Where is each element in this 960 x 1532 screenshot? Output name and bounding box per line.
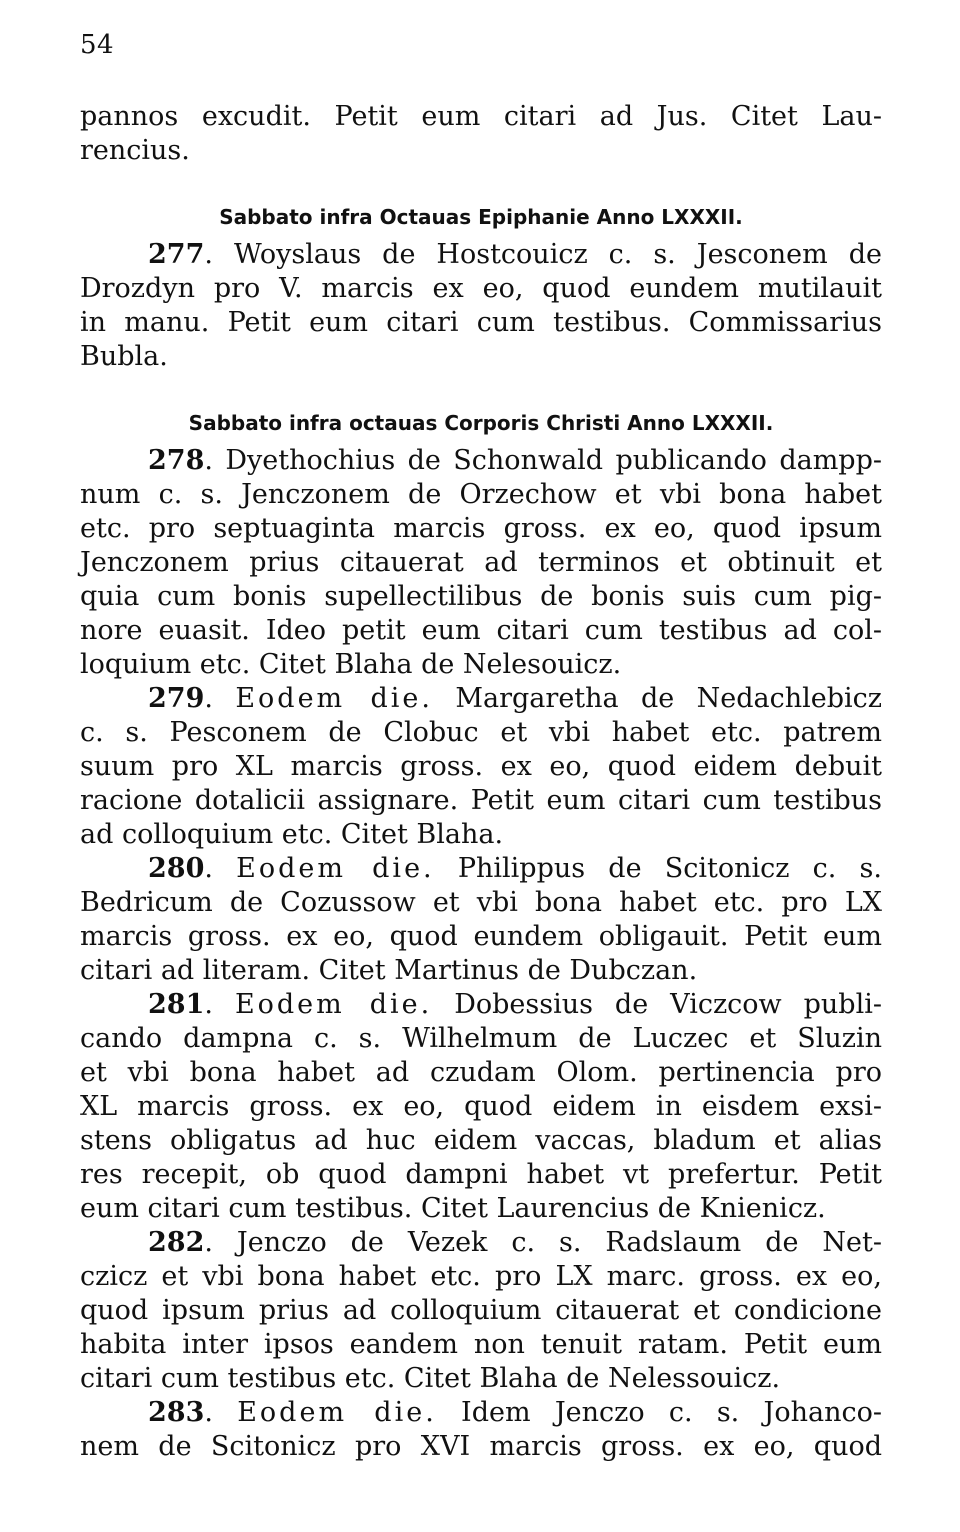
text-line: eum citari cum testibus. Citet Laurencius de Knienicz. <box>80 1193 826 1224</box>
entry-number: 277 <box>148 239 205 270</box>
text-line: citari ad literam. Citet Martinus de Dubczan. <box>80 955 698 986</box>
text-line: Bedricum de Cozussow et vbi bona habet etc. pro LX <box>80 887 882 918</box>
entry-first-line: 283. Eodem die. Idem Jenczo c. s. Johanco- <box>148 1397 882 1428</box>
page-number: 54 <box>80 30 115 60</box>
entry-first-line: 280. Eodem die. Philippus de Scitonicz c. s. <box>148 853 882 884</box>
text-line: czicz et vbi bona habet etc. pro LX marc. gross. ex eo, <box>80 1261 882 1292</box>
text-line: quia cum bonis supellectilibus de bonis suis cum pig- <box>80 581 882 612</box>
text-line: XL marcis gross. ex eo, quod eidem in eisdem exsi- <box>80 1091 882 1122</box>
text-line: etc. pro septuaginta marcis gross. ex eo, quod ipsum <box>80 513 882 544</box>
text-line: stens obligatus ad huc eidem vaccas, bladum et alias <box>80 1125 882 1156</box>
eodem-die: Eodem die. <box>236 853 435 884</box>
entry-number: 280 <box>148 853 205 884</box>
text-line: ad colloquium etc. Citet Blaha. <box>80 819 504 850</box>
text-line: Drozdyn pro V. marcis ex eo, quod eundem mutilauit <box>80 273 882 304</box>
text-line: marcis gross. ex eo, quod eundem obligauit. Petit eum <box>80 921 882 952</box>
entry-text: Dobessius de Viczcow publi- <box>454 989 882 1020</box>
entry-number: 283 <box>148 1397 205 1428</box>
text-line: nem de Scitonicz pro XVI marcis gross. ex eo, quod <box>80 1431 882 1462</box>
entry-text: Margaretha de Nedachlebicz <box>455 683 882 714</box>
text-line: suum pro XL marcis gross. ex eo, quod eidem debuit <box>80 751 882 782</box>
text-line: num c. s. Jenczonem de Orzechow et vbi bona habet <box>80 479 882 510</box>
entry-number: 278 <box>148 445 205 476</box>
entry-text: Woyslaus de Hostcouicz c. s. Jesconem de <box>233 239 882 270</box>
eodem-die: Eodem die. <box>234 989 433 1020</box>
text-line: c. s. Pesconem de Clobuc et vbi habet etc. patrem <box>80 717 882 748</box>
entry-text: Jenczo de Vezek c. s. Radslaum de Net- <box>236 1227 882 1258</box>
entry-text: Philippus de Scitonicz c. s. <box>457 853 882 884</box>
text-line: habita inter ipsos eandem non tenuit ratam. Petit eum <box>80 1329 882 1360</box>
text-line: cando dampna c. s. Wilhelmum de Luczec et Sluzin <box>80 1023 882 1054</box>
entry-first-line: 282. Jenczo de Vezek c. s. Radslaum de Net- <box>148 1227 882 1258</box>
entry-first-line: 277. Woyslaus de Hostcouicz c. s. Jesconem de <box>148 239 882 270</box>
eodem-die: Eodem die. <box>237 1397 437 1428</box>
text-line: Bubla. <box>80 341 168 372</box>
entry-text: Idem Jenczo c. s. Johanco- <box>461 1397 882 1428</box>
text-line: in manu. Petit eum citari cum testibus. Commissarius <box>80 307 882 338</box>
entry-number: 279 <box>148 683 205 714</box>
text-line: citari cum testibus etc. Citet Blaha de Nelessouicz. <box>80 1363 781 1394</box>
entry-number: 282 <box>148 1227 205 1258</box>
text-line: res recepit, ob quod dampni habet vt prefertur. Petit <box>80 1159 882 1190</box>
entry-first-line: 278. Dyethochius de Schonwald publicando dampp- <box>148 445 883 476</box>
text-line: quod ipsum prius ad colloquium citauerat et condicione <box>80 1295 882 1326</box>
entry-first-line: 279. Eodem die. Margaretha de Nedachlebicz <box>148 683 882 714</box>
text-line: loquium etc. Citet Blaha de Nelesouicz. <box>80 649 622 680</box>
section-heading: Sabbato infra Octauas Epiphanie Anno LXXXII. <box>219 205 743 229</box>
text-line: rencius. <box>80 135 190 166</box>
entry-first-line: 281. Eodem die. Dobessius de Viczcow publi- <box>148 989 882 1020</box>
entry-text: Dyethochius de Schonwald publicando dampp- <box>225 445 883 476</box>
text-line: pannos excudit. Petit eum citari ad Jus. Citet Lau- <box>80 101 882 132</box>
text-line: Jenczonem prius citauerat ad terminos et obtinuit et <box>80 547 882 578</box>
entry-number: 281 <box>148 989 205 1020</box>
text-line: nore euasit. Ideo petit eum citari cum testibus ad col- <box>80 615 882 646</box>
text-line: et vbi bona habet ad czudam Olom. pertinencia pro <box>80 1057 882 1088</box>
eodem-die: Eodem die. <box>235 683 433 714</box>
text-line: racione dotalicii assignare. Petit eum citari cum testibus <box>80 785 882 816</box>
section-heading: Sabbato infra octauas Corporis Christi Anno LXXXII. <box>188 411 774 435</box>
